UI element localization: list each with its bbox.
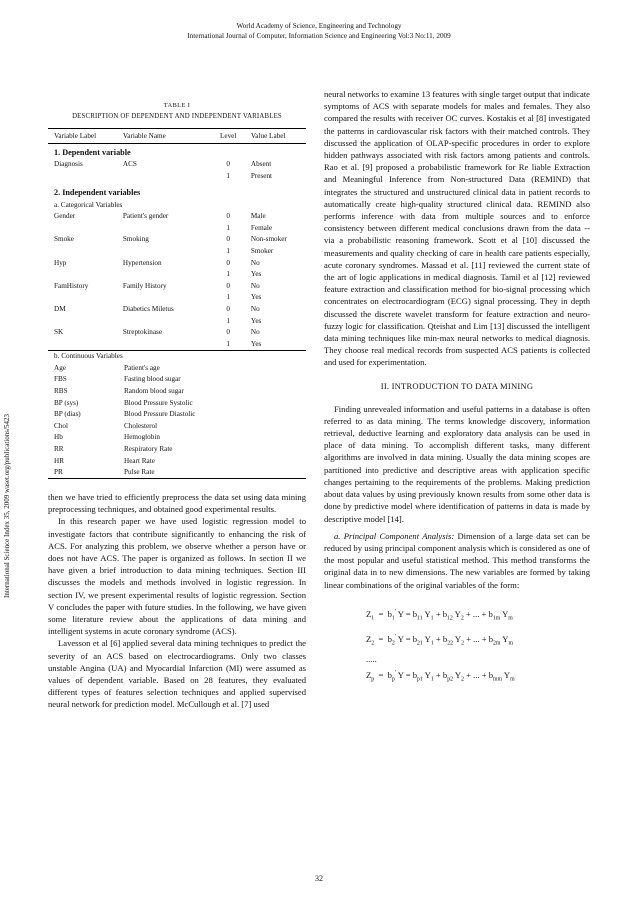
table-cell: 0 [226, 258, 230, 267]
table-cell: Chol [54, 421, 68, 430]
paragraph [324, 530, 590, 591]
table-row [48, 170, 306, 182]
table-row [48, 455, 306, 467]
table-cell: Hyp [54, 258, 67, 267]
table-cell: 0 [226, 328, 230, 337]
table-cell: Non-smoker [250, 235, 287, 244]
table-row [48, 420, 306, 432]
table-row [48, 408, 306, 420]
table-cell: Blood Pressure Diastolic [124, 410, 196, 419]
table-row [48, 338, 306, 350]
table-cell: 1 [226, 316, 230, 325]
left-body-text [48, 491, 306, 711]
table-section-heading: 2. Independent variables [54, 187, 141, 197]
variables-table [48, 128, 306, 479]
table-section-heading: 1. Dependent variable [54, 147, 131, 157]
paragraph: In this research paper we have used logistic regression model to investigate factors that contribute significantly to enhancing the risk of ACS. For analyzing this problem, we observe whether a person have or does not have ACS. The paper is organized as follows. In section II we have given a brief introduction to data mining techniques. Section III discusses the models and methods involved in logistic regression. In section IV, we present experimental results of logistic regression. Section V concludes the paper with future studies. In the following, we have given some literature review about the applications of data mining and intelligent systems in acute coronary syndrome (ACS). [48, 516, 306, 637]
pca-heading: a. Principal Component Analysis: [334, 530, 455, 541]
table-cell: Yes [250, 270, 262, 279]
table-cell: 1 [226, 246, 230, 255]
table-cell: 1 [226, 270, 230, 279]
table-cell: Streptokinase [122, 328, 163, 337]
table-cell: FBS [54, 375, 67, 384]
paragraph: neural networks to examine 13 features with single target output that indicate symptoms of ACS with separate models for males and females. They also compared the results with receiver OC curves. Kostakis et al [8] investigated the patterns in cardiovascular risk factors with their matched controls. They discussed the application of OLAP-specific procedures in order to explore hidden pathways associated with risk factors among patients and controls. Rao et al. [9] proposed a probabilistic framework for Re liable Extraction and Meaningful Inference from Non-structured Data (REMIND) that integrates the structured and unstructured clinical data in patient records to automatically create high-quality structured clinical data. REMIND also performs inference with data from multiple sources and to enforce consistency between different medical conclusions drawn from the data -- via a probabilistic reasoning framework. Scott et al [10] discussed the measurements and quality checking of care in health care patients especially, acute coronary syndromes. Massad et al. [11] reviewed the current state of the art of logic applications in medical diagnosis. Tamil et al [12] reviewed feature extraction and classification method for bio-signal processing which concentrates on electrocardiogram (ECG) signal processing. They in depth discussed the discrete wavelet transform for feature extraction and neuro-fuzzy logic for classification. Qteishat and Lim [13] discussed the intelligent data mining techniques like min-max neural networks to medical diagnosis. They choose real medical records from suspected ACS patients is collected and used for experimentation. [324, 89, 590, 368]
table-cell: Patient's age [124, 363, 160, 372]
table-cell: FamHistory [54, 281, 89, 290]
table-cell: Yes [250, 293, 262, 302]
table-cell: No [250, 281, 260, 290]
table-cell: Smoke [54, 235, 74, 244]
table-cell: PR [54, 468, 63, 477]
table-cell: Diagnosis [54, 160, 83, 169]
table-row [48, 385, 306, 397]
table-title: DESCRIPTION OF DEPENDENT AND INDEPENDENT VARIABLES [72, 113, 282, 120]
table-row [48, 268, 306, 280]
right-column [324, 88, 590, 689]
equation-z1: $Z_1 = b_1'$ $Y = b_{11}$ $Y_1 + b_{12}$ $Y_2$ + ... + $b_{1m}$ $Y_m$ [366, 608, 513, 622]
table-cell: RR [54, 445, 64, 454]
table-row [48, 397, 306, 409]
table-cell: Hemoglobin [124, 433, 160, 442]
table-row [48, 234, 306, 246]
table-subheading: b. Continuous Variables [48, 350, 306, 363]
table-cell: Hypertension [122, 258, 162, 267]
dependent-rows [48, 159, 306, 182]
table-cell: No [250, 258, 260, 267]
table-cell: Female [250, 223, 273, 232]
table-row [48, 443, 306, 455]
column-header: Variable Label [54, 131, 97, 140]
side-index-note: International Science Index 35, 2009 waset.org/publications/5423 [3, 414, 11, 598]
table-row [48, 315, 306, 327]
table-row [48, 159, 306, 171]
table-row [48, 292, 306, 304]
table-cell: SK [54, 328, 64, 337]
table-row [48, 245, 306, 257]
table-row [48, 280, 306, 292]
pca-text: Dimension of a large data set can be reduced by using principal component analysis which is considered as one of the most popular and useful statistical method. This method transforms the original data in to new dimensions. The new variables are formed by taking linear combinations of the original variables of the form: [324, 530, 590, 590]
table-cell: Gender [54, 212, 76, 221]
table-cell: Hb [54, 433, 63, 442]
table-cell: BP (sys) [54, 398, 79, 407]
table-cell: RBS [54, 387, 68, 396]
equation-zp: $Z_p = b_p'$ $Y = b_{p1}$ $Y_1 + b_{p2}$ $Y_2$ + ... + $b_{mm}$ $Y_m$ [366, 669, 515, 683]
table-cell: 0 [226, 304, 230, 313]
table-cell: Respiratory Rate [124, 445, 173, 454]
table-cell: Fasting blood sugar [124, 375, 181, 384]
table-cell: Male [250, 212, 266, 221]
paragraph: Finding unrevealed information and useful patterns in a database is often referred to as data mining. The terms knowledge discovery, information retrieval, deductive learning and exploratory data analysis can be used in place of data mining. To accomplish different tasks, many different algorithms are involved in data mining. Usually the data mining scopes are partitioned into predictive and descriptive areas with application specific changes pertaining to the requirements of the problems. Making prediction about data values by using previously known results from some other data is done by predictive model where identification of patterns in data is made by descriptive model [14]. [324, 403, 590, 524]
table-cell: Family History [122, 281, 167, 290]
categorical-rows [48, 210, 306, 349]
table-cell: Pulse Rate [124, 468, 155, 477]
table-row [48, 222, 306, 234]
table-cell: 1 [226, 171, 230, 180]
table-caption: TABLE I [163, 102, 191, 109]
table-row [48, 374, 306, 386]
table-row [48, 257, 306, 269]
page-header [0, 22, 638, 41]
table-row [48, 432, 306, 444]
journal-line-2: International Journal of Computer, Information Science and Engineering Vol:3 No:11, 2009 [187, 31, 451, 40]
table-cell: Blood Pressure Systolic [124, 398, 193, 407]
page-number: 32 [315, 874, 323, 883]
table-cell: HR [54, 456, 64, 465]
paragraph: Lavesson et al [6] applied several data mining techniques to predict the severity of an ACS based on electrocardiograms. Only two classes unstable Angina (UA) and Myocardial Infarction (MI) were assumed as values of dependent variable. Based on 28 features, they evaluated different types of features selection techniques and applied supervised neural network for prediction model. McCullough et al. [7] used [48, 638, 306, 710]
table-row [48, 303, 306, 315]
table-row [48, 362, 306, 374]
table-cell: 0 [226, 235, 230, 244]
paragraph: then we have tried to efficiently preprocess the data set using data mining preprocessing techniques, and obtained good experimental results. [48, 492, 306, 515]
table-cell: 0 [226, 281, 230, 290]
section-heading: II. INTRODUCTION TO DATA MINING [380, 380, 534, 391]
left-column [48, 88, 306, 711]
table-cell: Yes [250, 316, 262, 325]
table-cell: DM [54, 304, 66, 313]
table-cell: Heart Rate [124, 456, 155, 465]
table-cell: Diabetics Miletus [122, 304, 174, 313]
table-cell: BP (dias) [54, 410, 81, 419]
table-cell: No [250, 304, 260, 313]
table-cell: Patient's gender [122, 212, 169, 221]
equations [366, 603, 590, 690]
table-cell: 1 [226, 293, 230, 302]
table-header-row [48, 129, 306, 144]
table-cell: 0 [226, 160, 230, 169]
table-row [48, 466, 306, 478]
table-cell: Absent [250, 160, 272, 169]
table-cell: 1 [226, 223, 230, 232]
table-subheading: a. Categorical Variables [54, 200, 123, 209]
equation-ellipsis: ..... [366, 653, 377, 664]
column-header: Value Label [250, 131, 286, 140]
table-cell: 0 [226, 212, 230, 221]
table-cell: 1 [226, 339, 230, 348]
table-cell: Age [54, 363, 66, 372]
journal-line-1: World Academy of Science, Engineering and Technology [236, 22, 402, 30]
continuous-rows [48, 362, 306, 478]
table-cell: Smoking [122, 235, 149, 244]
table-row [48, 326, 306, 338]
equation-z2: $Z_2 = b_2'$ $Y = b_{21}$ $Y_1 + b_{22}$ $Y_2$ + ... + $b_{2m}$ $Y_m$ [366, 634, 513, 647]
table-cell: Cholesterol [124, 421, 158, 430]
table-cell: ACS [122, 160, 137, 169]
column-header: Level [220, 131, 237, 140]
table-cell: Yes [250, 339, 262, 348]
table-cell: Smoker [250, 246, 274, 255]
table-cell: Random blood sugar [124, 387, 184, 396]
column-header: Variable Name [122, 131, 166, 140]
table-cell: No [250, 328, 260, 337]
table-cell: Present [250, 171, 273, 180]
table-row [48, 210, 306, 222]
